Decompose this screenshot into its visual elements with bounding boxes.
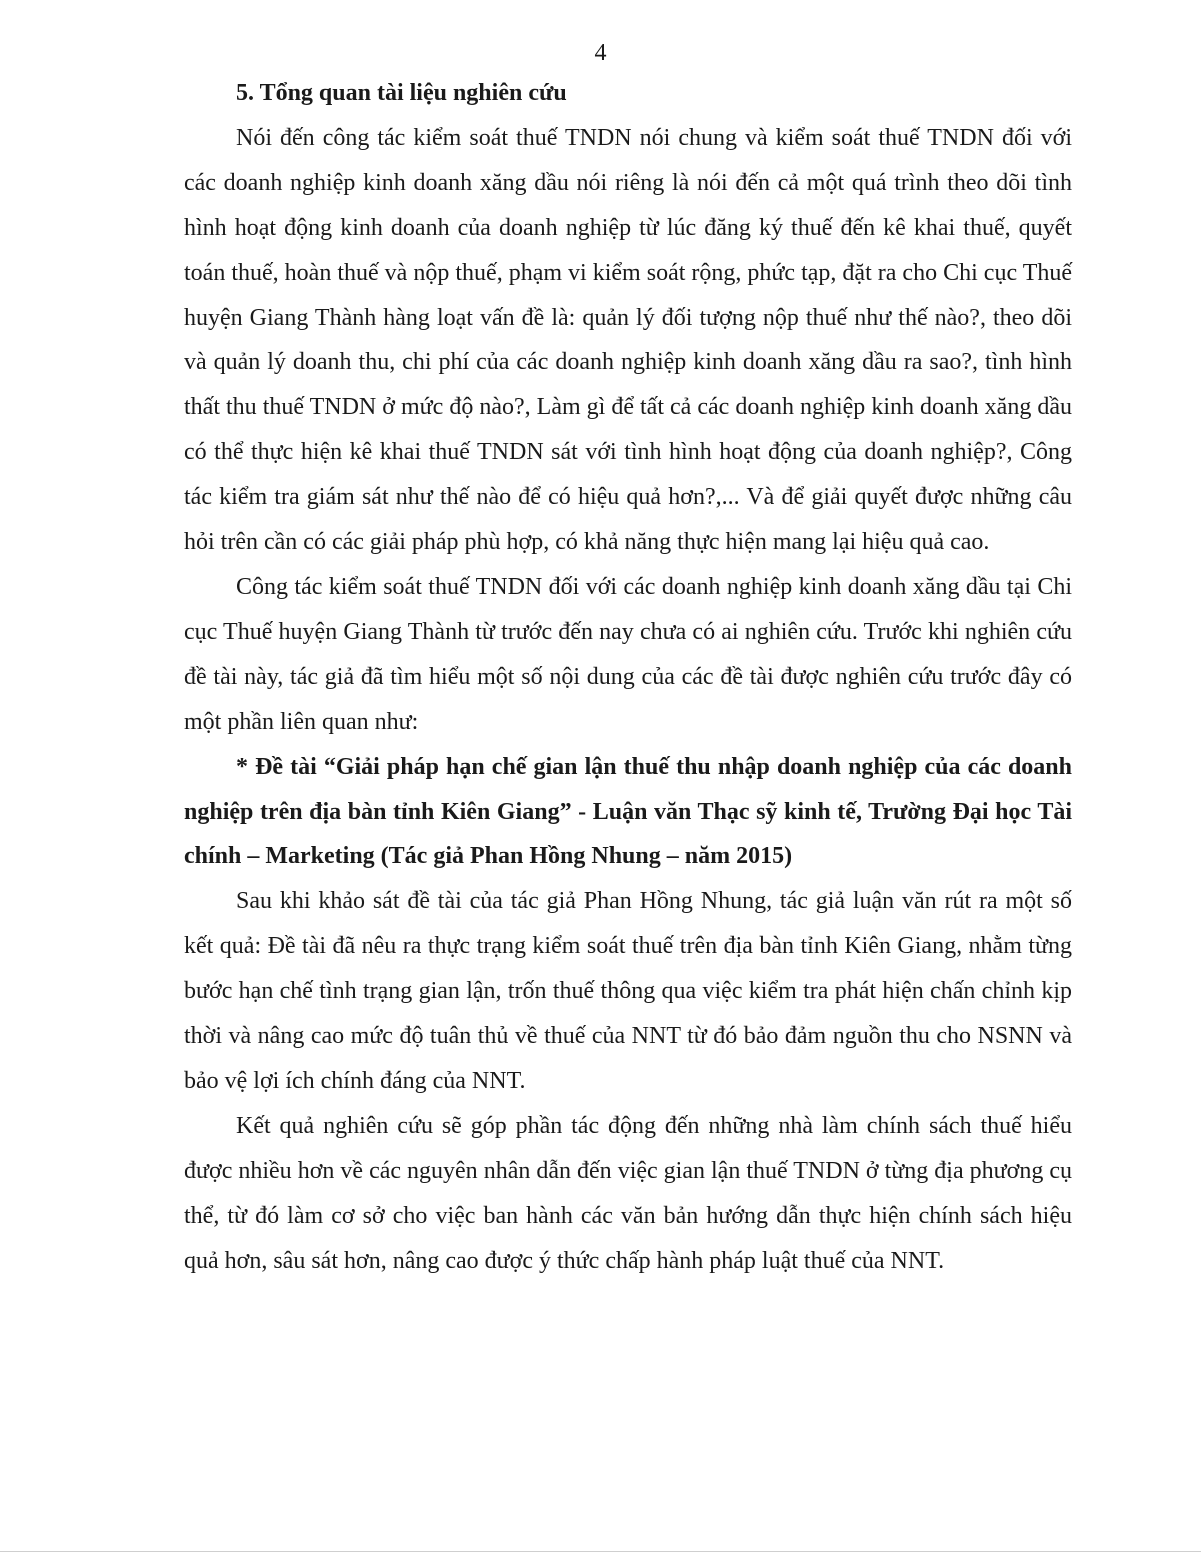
page-number: 4	[594, 40, 607, 66]
paragraph-survey-results: Sau khi khảo sát đề tài của tác giả Phan Hồng Nhung, tác giả luận văn rút ra một số kết quả: Đề tài đã nêu ra thực trạng kiểm soát thuế trên địa bàn tỉnh Kiên Giang, nhằm từng bước hạn chế tình trạng gian lận, trốn thuế thông qua việc kiểm tra phát hiện chấn chỉnh kịp thời và nâng cao mức độ tuân thủ về thuế của NNT từ đó bảo đảm nguồn thu cho NSNN và bảo vệ lợi ích chính đáng của NNT.	[184, 888, 1072, 1094]
paragraph-prior-research: Công tác kiểm soát thuế TNDN đối với các doanh nghiệp kinh doanh xăng dầu tại Chi cục Thuế huyện Giang Thành từ trước đến nay chưa có ai nghiên cứu. Trước khi nghiên cứu đề tài này, tác giả đã tìm hiểu một số nội dung của các đề tài được nghiên cứu trước đây có một phần liên quan như:	[184, 573, 1072, 735]
paragraph-thesis-reference: * Đề tài “Giải pháp hạn chế gian lận thuế thu nhập doanh nghiệp của các doanh nghiệp trên địa bàn tỉnh Kiên Giang” - Luận văn Thạc sỹ kinh tế, Trường Đại học Tài chính – Marketing (Tác giả Phan Hồng Nhung – năm 2015)	[184, 753, 1072, 870]
paragraph-research-impact: Kết quả nghiên cứu sẽ góp phần tác động đến những nhà làm chính sách thuế hiểu được nhiều hơn về các nguyên nhân dẫn đến việc gian lận thuế TNDN ở từng địa phương cụ thể, từ đó làm cơ sở cho việc ban hành các văn bản hướng dẫn thực hiện chính sách hiệu quả hơn, sâu sát hơn, nâng cao được ý thức chấp hành pháp luật thuế của NNT.	[184, 1112, 1072, 1274]
paragraph-overview: Nói đến công tác kiểm soát thuế TNDN nói chung và kiểm soát thuế TNDN đối với các doanh nghiệp kinh doanh xăng dầu nói riêng là nói đến cả một quá trình theo dõi tình hình hoạt động kinh doanh của doanh nghiệp từ lúc đăng ký thuế đến kê khai thuế, quyết toán thuế, hoàn thuế và nộp thuế, phạm vi kiểm soát rộng, phức tạp, đặt ra cho Chi cục Thuế huyện Giang Thành hàng loạt vấn đề là: quản lý đối tượng nộp thuế như thế nào?, theo dõi và quản lý doanh thu, chi phí của các doanh nghiệp kinh doanh xăng dầu ra sao?, tình hình thất thu thuế TNDN ở mức độ nào?, Làm gì để tất cả các doanh nghiệp kinh doanh xăng dầu có thể thực hiện kê khai thuế TNDN sát với tình hình hoạt động của doanh nghiệp?, Công tác kiểm tra giám sát như thế nào để có hiệu quả hơn?,... Và để giải quyết được những câu hỏi trên cần có các giải pháp phù hợp, có khả năng thực hiện mang lại hiệu quả cao.	[184, 124, 1072, 556]
document-body	[184, 71, 1072, 1283]
page-bottom-border	[0, 1551, 1201, 1552]
section-heading: 5. Tổng quan tài liệu nghiên cứu	[236, 80, 567, 106]
